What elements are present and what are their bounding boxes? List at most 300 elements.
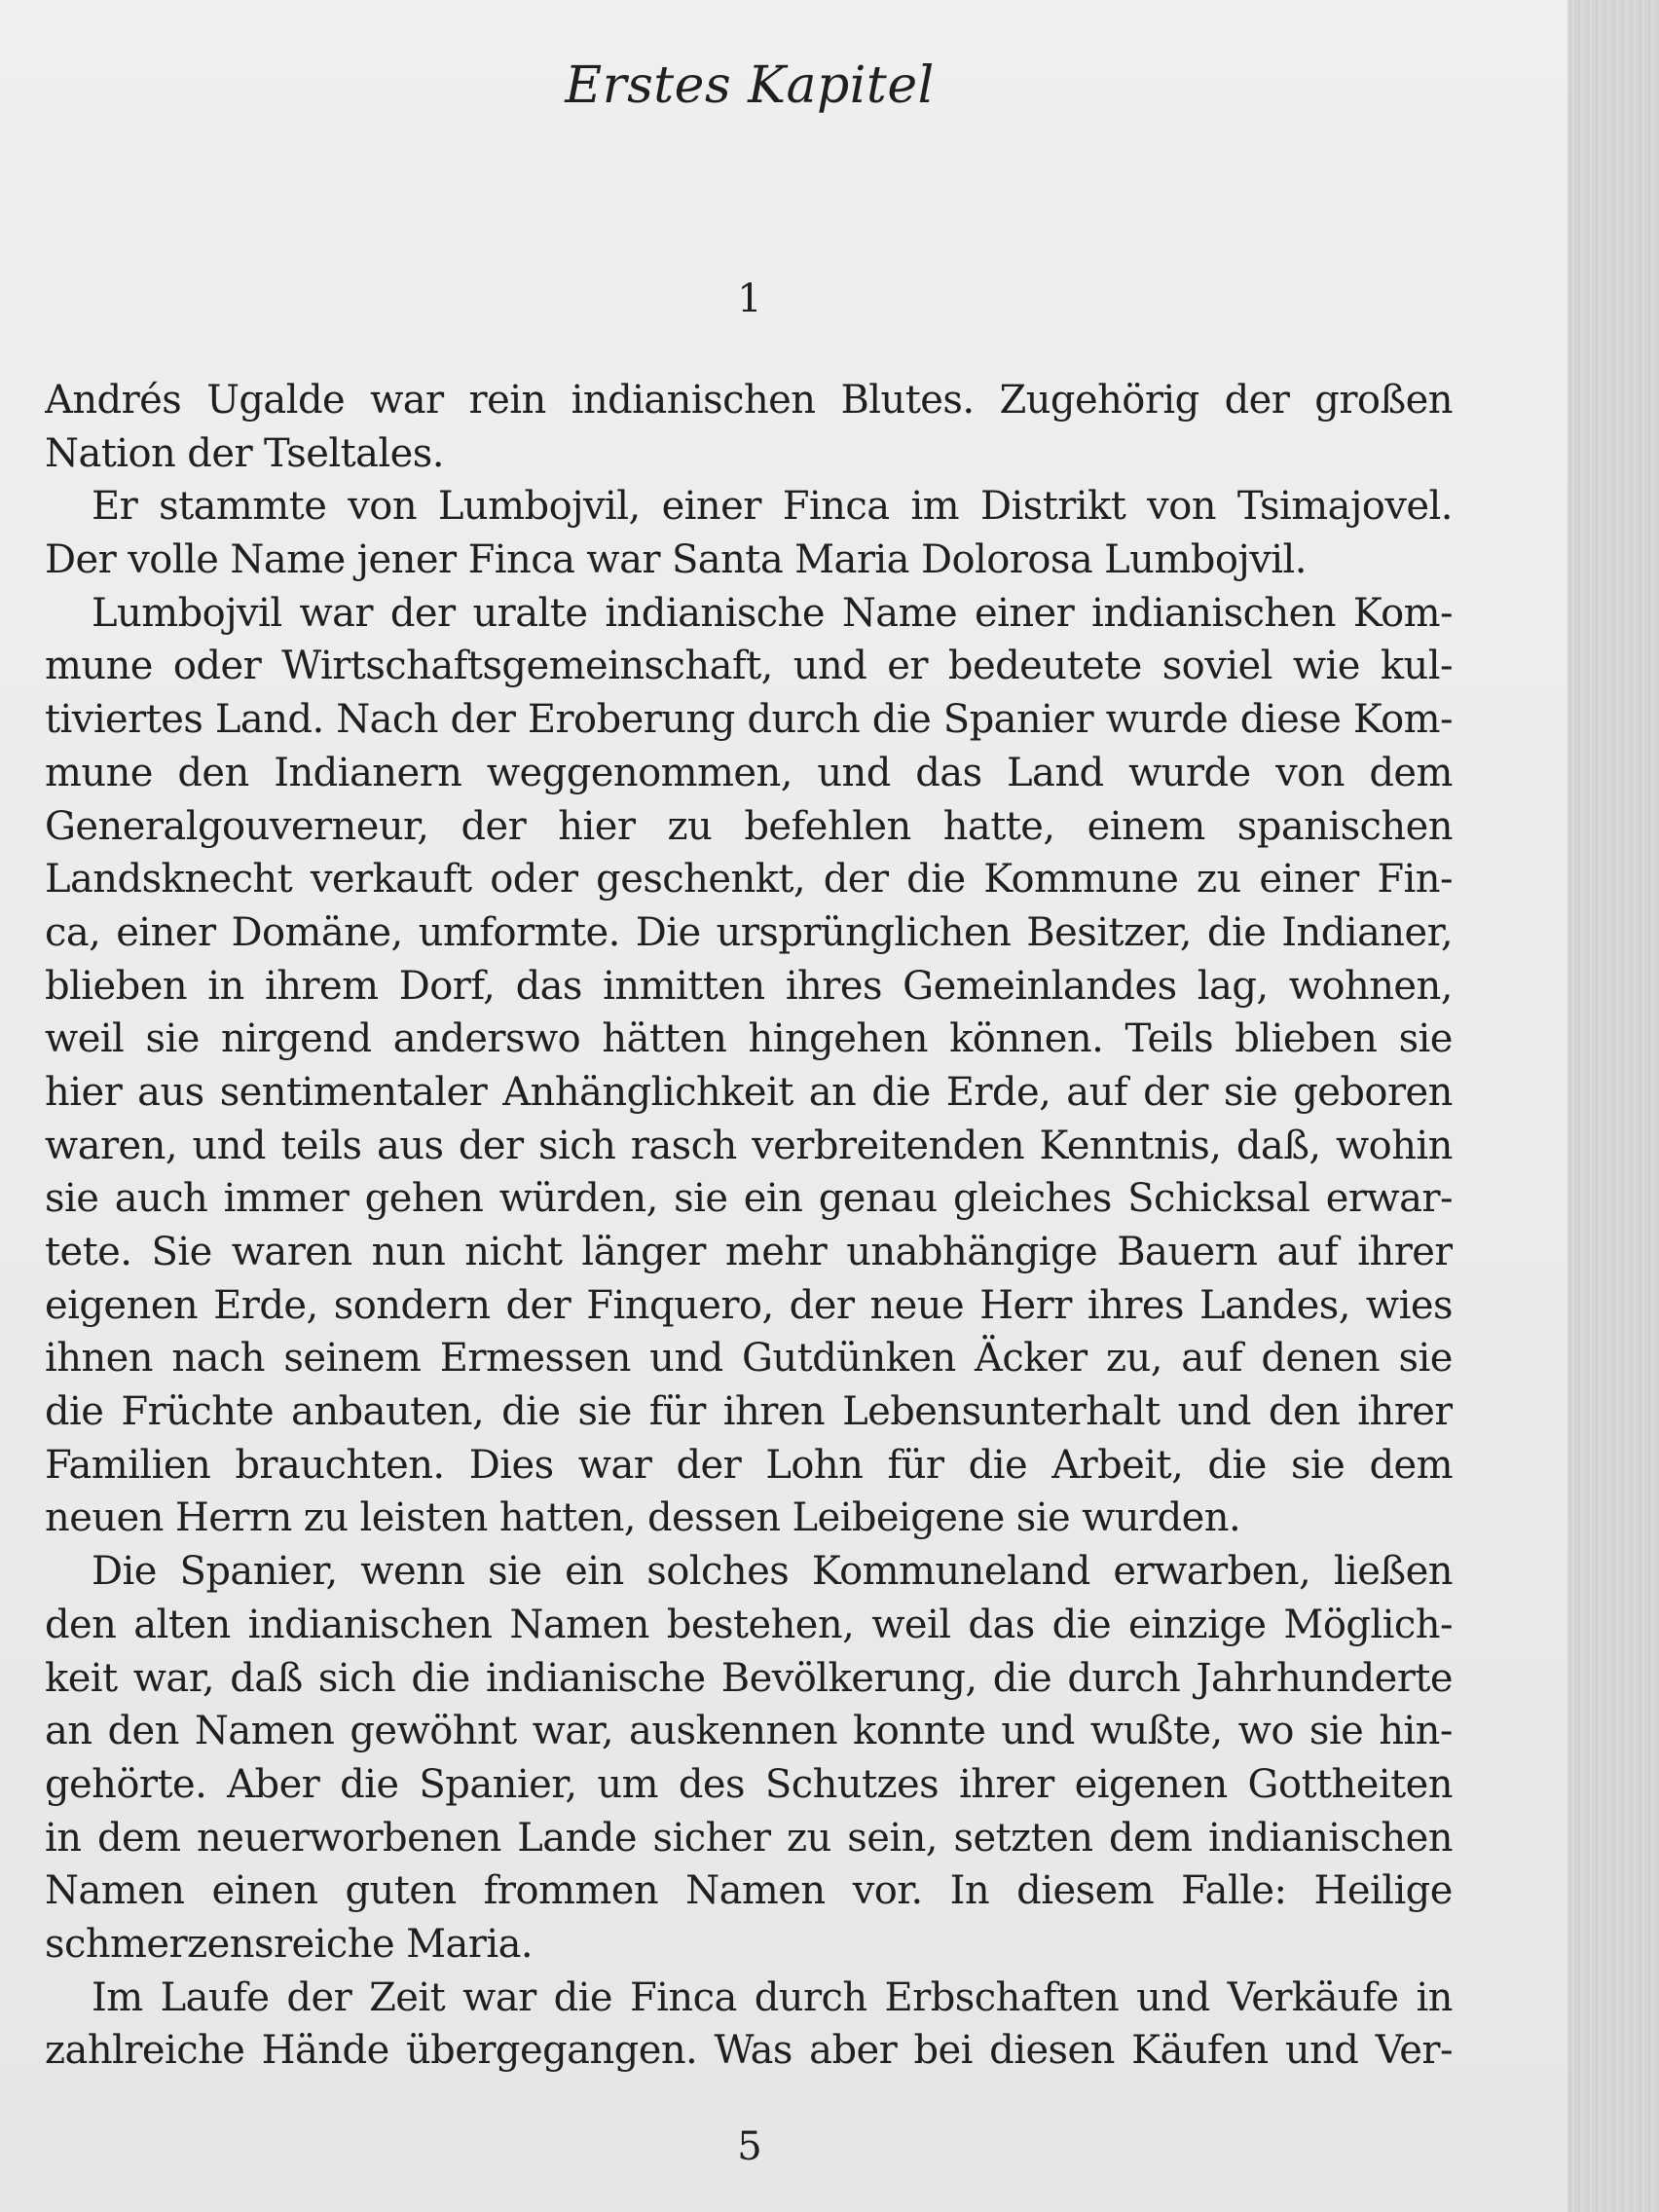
word: oder: [172, 644, 262, 689]
word: im: [910, 484, 960, 530]
word: eigenen: [1074, 1761, 1228, 1807]
word: den: [177, 750, 249, 795]
word: die: [553, 1974, 613, 2020]
text-line: [45, 1385, 1453, 1439]
text-line: [45, 1652, 1453, 1706]
word: dem: [1369, 750, 1453, 795]
word: guten: [345, 1868, 457, 1914]
word: Eroberung: [527, 697, 735, 743]
word: indianischen: [247, 1602, 493, 1647]
word: anbauten,: [291, 1389, 485, 1435]
word: der: [1143, 1069, 1208, 1115]
word: Finca: [467, 537, 575, 583]
word: volle: [128, 537, 219, 583]
word: von: [1147, 484, 1216, 530]
word: ein: [565, 1549, 624, 1595]
word: Arbeit,: [1051, 1442, 1184, 1488]
word: uralte: [472, 590, 588, 636]
word: Lebensunterhalt: [842, 1389, 1161, 1435]
word: gehen: [364, 1176, 484, 1222]
word: denen: [1261, 1336, 1381, 1382]
word: sie: [1290, 1442, 1346, 1488]
word: den: [45, 1602, 117, 1647]
text-line: [45, 1066, 1453, 1120]
word: aber: [809, 2028, 898, 2074]
word: den: [107, 1709, 179, 1754]
word: vor.: [852, 1868, 923, 1914]
word: die: [871, 1069, 931, 1115]
text-line: [45, 480, 1453, 534]
word: alten: [133, 1602, 231, 1647]
word: der: [389, 590, 456, 636]
word: sentimentaler: [219, 1069, 488, 1115]
word: dem: [1108, 1815, 1193, 1861]
word: die: [992, 1655, 1052, 1701]
text-line: [45, 1279, 1453, 1333]
word: indianische: [485, 1655, 706, 1701]
word: aus: [137, 1069, 204, 1115]
word: Erde,: [945, 1069, 1051, 1115]
text-line: [45, 1972, 1453, 2025]
word: unabhängige: [846, 1230, 1098, 1274]
word: erwar-: [1325, 1176, 1453, 1222]
word: wurden.: [1082, 1495, 1241, 1541]
word: Besitzer,: [1026, 909, 1192, 955]
text-line: [45, 747, 1453, 800]
word: anderswo: [392, 1016, 581, 1062]
word: zu,: [1106, 1336, 1162, 1382]
text-line: [45, 1172, 1453, 1226]
word: länger: [581, 1230, 706, 1274]
word: von: [1275, 750, 1345, 795]
word: wies: [1365, 1282, 1453, 1328]
word: hatte,: [942, 803, 1055, 849]
word: nirgend: [221, 1016, 372, 1062]
word: das: [515, 963, 582, 1009]
word: ihres: [1087, 1282, 1184, 1328]
word: war: [586, 537, 660, 583]
word: Landes,: [1199, 1282, 1350, 1328]
word: Verkäufe: [1227, 1974, 1399, 2020]
word: war,: [532, 1709, 613, 1754]
word: sie: [1015, 1495, 1071, 1541]
word: zu: [303, 1495, 349, 1541]
word: Dies: [468, 1442, 554, 1488]
text-line: [45, 587, 1453, 641]
word: einen: [211, 1868, 318, 1914]
word: rein: [468, 378, 546, 423]
word: keit: [45, 1655, 118, 1701]
word: einer: [661, 484, 761, 530]
word: der: [187, 430, 253, 476]
word: dessen: [646, 1495, 781, 1541]
word: sie: [1223, 1069, 1278, 1115]
word: sein,: [847, 1815, 938, 1861]
word: ihrer: [1357, 1230, 1453, 1274]
word: hier: [558, 803, 636, 849]
word: übergegangen.: [405, 2028, 698, 2074]
word: erwarben,: [1113, 1549, 1311, 1595]
word: nach: [171, 1336, 265, 1382]
word: Tseltales.: [264, 430, 444, 476]
word: einer: [116, 909, 216, 955]
text-line: [45, 534, 1453, 587]
word: war,: [132, 1655, 215, 1701]
word: ihnen: [45, 1336, 154, 1382]
body-text: [45, 374, 1453, 2078]
page-edge: [1567, 0, 1659, 2212]
word: mune: [45, 750, 153, 795]
word: verkauft: [310, 857, 472, 903]
word: Falle:: [1181, 1868, 1287, 1914]
word: Spanier,: [179, 1549, 338, 1595]
word: indianischen: [1208, 1815, 1453, 1861]
word: hin-: [1379, 1709, 1453, 1754]
word: nicht: [464, 1230, 563, 1274]
word: brauchten.: [235, 1442, 445, 1488]
word: die: [1206, 909, 1267, 955]
word: können.: [949, 1016, 1104, 1062]
word: sicher: [652, 1815, 771, 1861]
word: durch: [754, 1974, 867, 2020]
word: Gemeinlandes: [903, 963, 1177, 1009]
text-line: [45, 1439, 1453, 1493]
word: Wirtschaftsgemeinschaft,: [281, 644, 773, 689]
word: Kommuneland: [811, 1549, 1090, 1595]
word: der: [461, 803, 527, 849]
text-line: [45, 1120, 1453, 1173]
word: setzten: [953, 1815, 1093, 1861]
word: seinem: [283, 1336, 422, 1382]
word: ließen: [1333, 1549, 1453, 1595]
text-line: [45, 1226, 1453, 1279]
word: Dorf,: [398, 963, 496, 1009]
text-line: [45, 800, 1453, 854]
word: wurde: [1128, 750, 1251, 795]
word: Jahrhunderte: [1196, 1655, 1453, 1701]
word: Sie: [151, 1230, 212, 1274]
word: konnte: [853, 1709, 986, 1754]
word: oder: [490, 857, 578, 903]
word: Nation: [45, 430, 176, 476]
word: indianische: [605, 590, 825, 636]
word: zu: [786, 1815, 831, 1861]
text-line: [45, 427, 1453, 481]
word: wo: [1237, 1709, 1294, 1754]
word: Herrn: [174, 1495, 292, 1541]
word: diesem: [1016, 1868, 1155, 1914]
word: Dolorosa: [920, 537, 1093, 583]
word: auf: [1276, 1230, 1339, 1274]
word: hätten: [602, 1016, 727, 1062]
word: blieben: [1235, 1016, 1378, 1062]
word: Landsknecht: [45, 857, 293, 903]
text-line: [45, 1013, 1453, 1066]
word: die: [871, 697, 932, 743]
word: Er: [92, 484, 138, 530]
word: umformte.: [418, 909, 620, 955]
word: Leibeigene: [792, 1495, 1005, 1541]
word: einem: [1087, 803, 1205, 849]
word: diesen: [989, 2028, 1115, 2074]
word: Fin-: [1377, 857, 1453, 903]
word: Familien: [45, 1442, 211, 1488]
text-line: [45, 960, 1453, 1014]
word: die: [1207, 1442, 1267, 1488]
word: Möglich-: [1283, 1602, 1453, 1647]
word: die: [340, 1761, 399, 1807]
word: Früchte: [121, 1389, 275, 1435]
word: tete.: [45, 1230, 132, 1274]
word: weggenommen,: [486, 750, 793, 795]
word: Indianern: [274, 750, 462, 795]
word: Laufe: [160, 1974, 270, 2020]
word: Bauern: [1117, 1230, 1258, 1274]
word: leisten: [359, 1495, 488, 1541]
word: des: [678, 1761, 745, 1807]
word: in: [207, 963, 244, 1009]
word: durch: [1067, 1655, 1181, 1701]
word: großen: [1314, 378, 1453, 423]
word: Ver-: [1375, 2028, 1453, 2074]
word: Domäne,: [231, 909, 403, 955]
word: waren: [231, 1230, 352, 1274]
word: inmitten: [603, 963, 765, 1009]
word: das: [968, 1602, 1035, 1647]
word: befehlen: [744, 803, 911, 849]
word: sie: [1398, 1016, 1453, 1062]
word: hatten,: [498, 1495, 636, 1541]
word: ihren: [722, 1389, 826, 1435]
word: den: [1268, 1389, 1341, 1435]
word: die: [968, 1442, 1028, 1488]
word: Teils: [1124, 1016, 1214, 1062]
word: Heilige: [1313, 1868, 1453, 1914]
word: spanischen: [1236, 803, 1453, 849]
word: Erbschaften: [884, 1974, 1120, 2020]
word: die: [906, 857, 966, 903]
word: dem: [1369, 1442, 1453, 1488]
word: einzige: [1127, 1602, 1267, 1647]
word: sie: [577, 1389, 632, 1435]
word: Aber: [227, 1761, 320, 1807]
word: um: [597, 1761, 658, 1807]
word: die: [1051, 1602, 1112, 1647]
word: wohnen,: [1288, 963, 1453, 1009]
word: Nach: [336, 697, 438, 743]
word: Namen: [194, 1709, 335, 1754]
word: gewöhnt: [350, 1709, 517, 1754]
text-line: [45, 1812, 1453, 1865]
chapter-title: Erstes Kapitel: [565, 56, 935, 115]
word: durch: [747, 697, 861, 743]
word: Bevölkerung,: [720, 1655, 977, 1701]
word: weil: [871, 1602, 951, 1647]
word: ihrer: [1357, 1389, 1453, 1435]
word: der: [789, 1282, 855, 1328]
word: die: [45, 1389, 104, 1435]
word: Finquero,: [586, 1282, 774, 1328]
word: hier: [45, 1069, 123, 1115]
word: Die: [635, 909, 701, 955]
word: Gottheiten: [1247, 1761, 1453, 1807]
word: weil: [45, 1016, 125, 1062]
text-line: [45, 853, 1453, 906]
word: Ugalde: [206, 378, 346, 423]
word: von: [348, 484, 418, 530]
page-number: 5: [737, 2124, 762, 2169]
word: zu: [667, 803, 713, 849]
text-line: [45, 1332, 1453, 1385]
word: aus: [376, 1123, 444, 1168]
word: in: [1416, 1974, 1453, 2020]
word: bei: [913, 2028, 973, 2074]
word: ein: [743, 1176, 803, 1222]
word: mehr: [724, 1230, 828, 1274]
word: indianischen: [1091, 590, 1336, 636]
word: Finca: [629, 1974, 737, 2020]
word: das: [915, 750, 982, 795]
word: Generalgouverneur,: [45, 803, 429, 849]
word: Im: [92, 1974, 143, 2020]
word: und: [1136, 1974, 1210, 2020]
word: geboren: [1293, 1069, 1453, 1115]
word: daß: [230, 1655, 303, 1701]
word: Tsimajovel.: [1236, 484, 1453, 530]
word: indianischen: [571, 378, 816, 423]
word: Spanier: [942, 697, 1094, 743]
word: Zeit: [369, 1974, 446, 2020]
word: gleiches: [952, 1176, 1112, 1222]
word: Schutzes: [764, 1761, 940, 1807]
word: geschenkt,: [596, 857, 806, 903]
text-line: [45, 1545, 1453, 1599]
word: Erde,: [213, 1282, 318, 1328]
word: kul-: [1380, 644, 1453, 689]
word: Anhänglichkeit: [502, 1069, 793, 1115]
word: Lumbojvil,: [437, 484, 641, 530]
text-line: [45, 1758, 1453, 1812]
word: blieben: [45, 963, 188, 1009]
word: Kom-: [1352, 590, 1453, 636]
word: auf: [1066, 1069, 1128, 1115]
word: Name: [230, 537, 346, 583]
word: sie: [145, 1016, 200, 1062]
word: lag,: [1197, 963, 1269, 1009]
word: Indianer,: [1281, 909, 1453, 955]
word: Kommune: [983, 857, 1179, 903]
word: mune: [45, 644, 153, 689]
word: teils: [280, 1123, 362, 1168]
word: soviel: [1161, 644, 1272, 689]
word: immer: [223, 1176, 350, 1222]
word: Gutdünken: [742, 1336, 956, 1382]
word: und: [192, 1123, 266, 1168]
word: Blutes.: [840, 378, 975, 423]
word: neuen: [45, 1495, 164, 1541]
word: verbreitenden: [752, 1123, 1025, 1168]
word: die: [411, 1655, 470, 1701]
word: tiviertes: [45, 697, 203, 743]
word: und: [649, 1336, 723, 1382]
word: ursprünglichen: [716, 909, 1012, 955]
word: Namen: [45, 1868, 185, 1914]
text-line: [45, 693, 1453, 747]
word: er: [887, 644, 928, 689]
word: wußte,: [1089, 1709, 1223, 1754]
word: auskennen: [628, 1709, 838, 1754]
word: Andrés: [45, 378, 182, 423]
word: Kenntnis,: [1039, 1123, 1222, 1168]
word: war: [299, 590, 373, 636]
word: eigenen: [45, 1282, 199, 1328]
word: der: [458, 1123, 524, 1168]
word: waren,: [45, 1123, 178, 1168]
word: an: [45, 1709, 92, 1754]
text-line: [45, 1599, 1453, 1652]
word: Herr: [979, 1282, 1072, 1328]
word: einer: [1259, 857, 1359, 903]
word: Ermessen: [439, 1336, 631, 1382]
text-line: [45, 1492, 1453, 1545]
word: Name: [841, 590, 958, 636]
word: Distrikt: [979, 484, 1126, 530]
word: zahlreiche: [45, 2028, 245, 2074]
word: stammte: [159, 484, 327, 530]
word: auch: [114, 1176, 208, 1222]
text-line: [45, 1918, 1453, 1972]
word: Zugehörig: [999, 378, 1199, 423]
word: wurde: [1105, 697, 1229, 743]
word: Land: [1007, 750, 1104, 795]
word: neue: [869, 1282, 965, 1328]
text-line: [45, 640, 1453, 693]
text-line: [45, 1705, 1453, 1758]
word: wie: [1292, 644, 1360, 689]
word: in: [45, 1815, 82, 1861]
word: und: [817, 750, 891, 795]
word: Namen: [685, 1868, 826, 1914]
word: an: [808, 1069, 857, 1115]
word: für: [887, 1442, 944, 1488]
word: würden,: [498, 1176, 658, 1222]
word: Maria: [794, 537, 909, 583]
word: der: [450, 697, 516, 743]
word: neuerworbenen: [197, 1815, 501, 1861]
word: einer: [974, 590, 1075, 636]
word: und: [1284, 2028, 1359, 2074]
word: ihrem: [264, 963, 379, 1009]
word: ca,: [45, 909, 101, 955]
word: rasch: [630, 1123, 737, 1168]
word: zu: [1196, 857, 1241, 903]
word: Kom-: [1352, 697, 1453, 743]
word: und: [793, 644, 867, 689]
word: der: [676, 1442, 742, 1488]
word: wenn: [360, 1549, 465, 1595]
word: Lumbojvil.: [1104, 537, 1307, 583]
word: sondern: [333, 1282, 491, 1328]
word: sich: [538, 1123, 616, 1168]
section-number: 1: [737, 276, 762, 321]
word: Die: [92, 1549, 157, 1595]
word: sie: [1309, 1709, 1364, 1754]
word: Was: [714, 2028, 793, 2074]
word: sie: [488, 1549, 542, 1595]
word: daß,: [1235, 1123, 1321, 1168]
word: Äcker: [975, 1336, 1088, 1382]
word: bedeutete: [947, 644, 1142, 689]
